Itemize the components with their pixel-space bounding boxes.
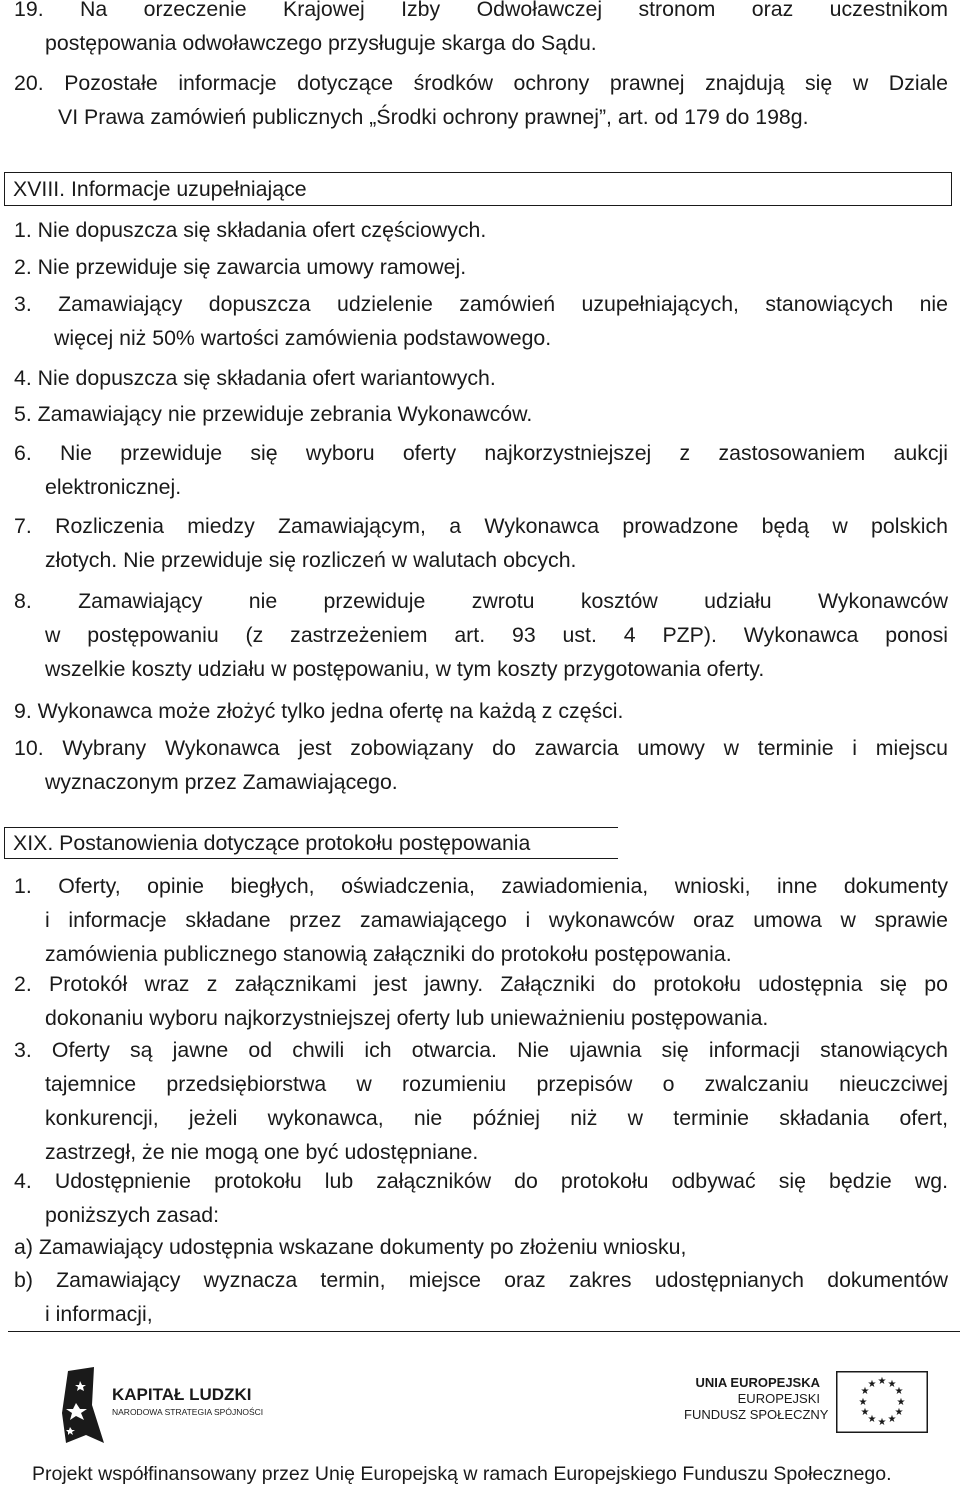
kapital-ludzki-logo xyxy=(50,1365,280,1445)
list-item xyxy=(14,1164,948,1232)
item-line: konkurencji, jeżeli wykonawca, nie później niż w terminie składania ofert, xyxy=(45,1106,948,1130)
item-line: postępowania odwoławczego przysługuje skarga do Sądu. xyxy=(45,31,597,55)
item-line: 9. Wykonawca może złożyć tylko jedna ofertę na każdą z części. xyxy=(14,699,624,723)
item-line: poniższych zasad: xyxy=(45,1203,220,1227)
list-item-19 xyxy=(14,0,948,60)
list-item xyxy=(14,731,948,799)
list-item xyxy=(14,213,948,247)
item-line: 7. Rozliczenia miedzy Zamawiającym, a Wykonawca prowadzone będą w polskich xyxy=(14,514,948,538)
list-item xyxy=(14,361,948,395)
section-heading-xviii: XVIII. Informacje uzupełniające xyxy=(4,172,952,206)
item-line: 6. Nie przewiduje się wyboru oferty najkorzystniejszej z zastosowaniem aukcji xyxy=(14,441,948,465)
item-line: i informacji, xyxy=(45,1302,153,1326)
item-line: w postępowaniu (z zastrzeżeniem art. 93 ust. 4 PZP). Wykonawca ponosi xyxy=(45,623,948,647)
list-item-20 xyxy=(14,66,948,134)
list-item xyxy=(14,509,948,577)
svg-text:★: ★ xyxy=(867,1414,877,1425)
item-line: 10. Wybrany Wykonawca jest zobowiązany do zawarcia umowy w terminie i miejscu xyxy=(14,736,948,760)
item-line: wszelkie koszty udziału w postępowaniu, w tym koszty przygotowania oferty. xyxy=(45,657,765,681)
list-item xyxy=(14,1263,948,1331)
list-item xyxy=(14,287,948,355)
list-item xyxy=(14,694,948,728)
svg-text:★: ★ xyxy=(896,1397,906,1408)
item-line: zamówienia publicznego stanowią załączniki do protokołu postępowania. xyxy=(45,942,732,966)
item-line: dokonaniu wyboru najkorzystniejszej oferty lub unieważnieniu postępowania. xyxy=(45,1006,769,1030)
item-line: elektronicznej. xyxy=(45,475,182,499)
svg-text:★: ★ xyxy=(877,1376,887,1387)
logo-left-title: KAPITAŁ LUDZKI xyxy=(112,1385,252,1404)
item-line: 8. Zamawiający nie przewiduje zwrotu kosztów udziału Wykonawców xyxy=(14,589,948,613)
list-item xyxy=(14,869,948,971)
list-item xyxy=(14,1033,948,1169)
svg-text:★: ★ xyxy=(877,1417,887,1428)
item-line: 4. Udostępnienie protokołu lub załączników do protokołu odbywać się będzie wg. xyxy=(14,1169,948,1193)
svg-text:★: ★ xyxy=(860,1386,870,1397)
item-line: 4. Nie dopuszcza się składania ofert wariantowych. xyxy=(14,366,496,390)
item-line: więcej niż 50% wartości zamówienia podstawowego. xyxy=(54,326,552,350)
svg-text:★: ★ xyxy=(887,1414,897,1425)
item-line: wyznaczonym przez Zamawiającego. xyxy=(45,770,398,794)
item-line: 5. Zamawiający nie przewiduje zebrania Wykonawców. xyxy=(14,402,533,426)
footer-divider xyxy=(8,1331,960,1332)
list-item xyxy=(14,1230,948,1264)
item-line: a) Zamawiający udostępnia wskazane dokumenty po złożeniu wniosku, xyxy=(14,1235,687,1259)
list-item xyxy=(14,584,948,686)
item-line: 1. Oferty, opinie biegłych, oświadczenia, zawiadomienia, wnioski, inne dokumenty xyxy=(14,874,948,898)
list-item xyxy=(14,967,948,1035)
logo-right-line2: EUROPEJSKI xyxy=(737,1391,820,1406)
item-line: 20. Pozostałe informacje dotyczące środków ochrony prawnej znajdują się w Dziale xyxy=(14,71,948,95)
svg-text:★: ★ xyxy=(894,1407,904,1418)
item-line: złotych. Nie przewiduje się rozliczeń w walutach obcych. xyxy=(45,548,577,572)
svg-text:★: ★ xyxy=(887,1379,897,1390)
item-line: 19. Na orzeczenie Krajowej Izby Odwoławczej stronom oraz uczestnikom xyxy=(14,0,948,21)
list-item xyxy=(14,250,948,284)
item-line: tajemnice przedsiębiorstwa w rozumieniu przepisów o zwalczaniu nieuczciwej xyxy=(45,1072,948,1096)
svg-text:★: ★ xyxy=(894,1386,904,1397)
footer-text: Projekt współfinansowany przez Unię Europejską w ramach Europejskiego Funduszu Społecznego. xyxy=(32,1463,892,1485)
item-line: 3. Zamawiający dopuszcza udzielenie zamówień uzupełniających, stanowiących nie xyxy=(14,292,948,316)
item-line: VI Prawa zamówień publicznych „Środki ochrony prawnej”, art. od 179 do 198g. xyxy=(58,105,809,129)
item-line: i informacje składane przez zamawiającego i wykonawców oraz umowa w sprawie xyxy=(45,908,948,932)
item-line: 2. Nie przewiduje się zawarcia umowy ramowej. xyxy=(14,255,467,279)
kapital-ludzki-emblem-icon xyxy=(50,1365,110,1445)
logo-right-line3: FUNDUSZ SPOŁECZNY xyxy=(684,1407,829,1422)
svg-text:★: ★ xyxy=(860,1407,870,1418)
list-item xyxy=(14,436,948,504)
svg-text:★: ★ xyxy=(867,1379,877,1390)
eu-flag-icon xyxy=(836,1371,928,1433)
item-line: zastrzegł, że nie mogą one być udostępniane. xyxy=(45,1140,479,1164)
logo-left-subtitle: NARODOWA STRATEGIA SPÓJNOŚCI xyxy=(112,1407,264,1417)
list-item xyxy=(14,397,948,431)
item-line: b) Zamawiający wyznacza termin, miejsce oraz zakres udostępnianych dokumentów xyxy=(14,1268,948,1292)
svg-text:★: ★ xyxy=(858,1397,868,1408)
section-heading-xix: XIX. Postanowienia dotyczące protokołu postępowania xyxy=(4,827,618,859)
item-line: 1. Nie dopuszcza się składania ofert częściowych. xyxy=(14,218,487,242)
item-line: 3. Oferty są jawne od chwili ich otwarcia. Nie ujawnia się informacji stanowiących xyxy=(14,1038,948,1062)
item-line: 2. Protokół wraz z załącznikami jest jawny. Załączniki do protokołu udostępnia się po xyxy=(14,972,948,996)
logo-right-line1: UNIA EUROPEJSKA xyxy=(695,1375,820,1390)
ue-efs-logo xyxy=(684,1365,944,1445)
